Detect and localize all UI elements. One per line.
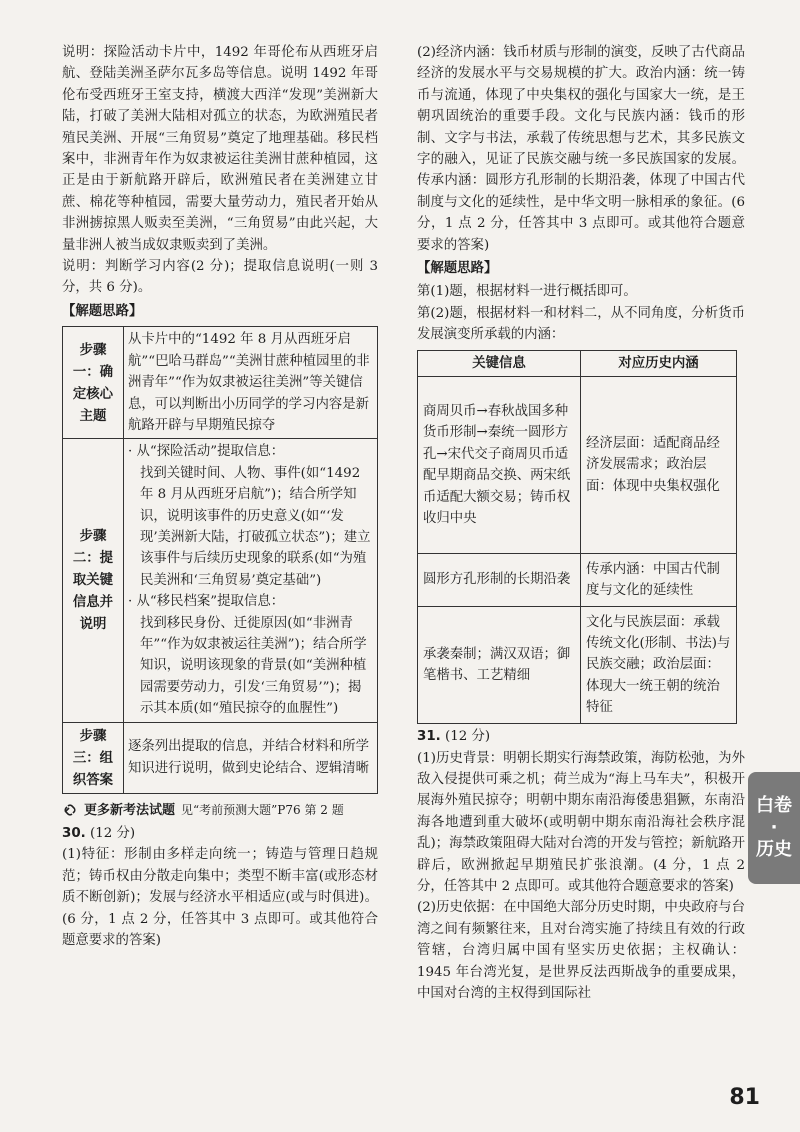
solution-step1: 第(1)题，根据材料一进行概括即可。 [417,284,637,300]
step-bullet-text: 找到移民身份、迁徙原因(如“非洲青年”“作为奴隶被运往美洲”)；结合所学知识，说明该现象的背景(如“美洲种植园需要劳动力，引发‘三角贸易’”)；揭示其本质(如“殖民掠夺的血腥性”) [140,615,367,717]
left-column [62,42,378,951]
table-row [63,439,378,722]
solution-approach-heading-left: 【解题思路】 [62,302,143,319]
q30-answer-part2: (2)经济内涵：钱币材质与形制的演变，反映了古代商品经济的发展水平与交易规模的扩大。政治内涵：统一铸币与流通，体现了中央集权的强化与国家大一统，是王朝巩固统治的重要手段。文化与民族内涵：钱币的形制、文字与书法，承载了传统思想与艺术，其多民族文字的融入，见证了民族交融与统一多民族国家的发展。传承内涵：圆形方孔形制的长期沿袭，体现了中国古代制度与文化的延续性，是中华文明一脉相承的象征。(6 分，1 点 2 分，任答其中 3 点即可。或其他符合题意要求的答案) [417,45,745,253]
section-side-tab [748,772,800,884]
q29-explanation-paragraph: 说明：探险活动卡片中，1492 年哥伦布从西班牙启航、登陆美洲圣萨尔瓦多岛等信息。说明 1492 年哥伦布受西班牙王室支持，横渡大西洋“发现”美洲新大陆，打破了美洲大陆相对孤立的状态，为欧洲殖民者殖民美洲、开展“三角贸易”奠定了地理基础。移民档案中，非洲青年作为奴隶被运往美洲甘蔗种植园，这正是由于新航路开辟后，欧洲殖民者在美洲建立甘蔗、棉花等种植园，需要大量劳动力，殖民者开始从非洲掳掠黑人贩卖至美洲，“三角贸易”由此兴起，大量非洲人被当成奴隶贩卖到了美洲。 [62,45,378,253]
right-column [417,42,745,1004]
link-icon [62,803,78,817]
side-tab-line2: 历史 [756,839,792,860]
step-bullet-text: 找到关键时间、人物、事件(如“1492 年 8 月从西班牙启航”)；结合所学知识，说明该事件的历史意义(如“‘发现’美洲新大陆，打破孤立状态”)；建立该事件与后续历史现象的联系(如“为殖民美洲和‘三角贸易’奠定基础”) [140,465,371,588]
step-label: 步骤一：确定核心主题 [63,327,124,439]
key-info-table [417,350,737,724]
table-row [63,722,378,793]
step-body: 从卡片中的“1492 年 8 月从西班牙启航”“巴哈马群岛”“美洲甘蔗种植园里的非洲青年”“作为奴隶被运往美洲”等关键信息，可以判断出小历同学的学习内容是新航路开辟与早期殖民掠夺 [124,327,378,439]
step-body: 逐条列出提取的信息，并结合材料和所学知识进行说明，做到史论结合、逻辑清晰 [124,722,378,793]
step-body [124,439,378,722]
table-cell: 文化与民族层面：承载传统文化(形制、书法)与民族交融；政治层面：体现大一统王朝的统治特征 [581,607,737,724]
step-bullet: · 从“探险活动”提取信息： [128,444,285,460]
column-header: 对应历史内涵 [581,350,737,376]
table-cell: 传承内涵：中国古代制度与文化的延续性 [581,554,737,607]
q31-answer-part1: (1)历史背景：明朝长期实行海禁政策，海防松弛，为外敌入侵提供可乘之机；荷兰成为“海上马车夫”，积极开展海外殖民掠夺；明朝中期东南沿海倭患猖獗，东南沿海各地遭到重大破坏(或明朝中期东南沿海社会秩序混乱)；海禁政策阻碍大陆对台湾的开发与管控；新航路开辟后，欧洲掀起早期殖民扩张浪潮。(4 分，1 点 2 分，任答其中 2 点即可。或其他符合题意要求的答案) [417,750,745,894]
question-number: 31. [417,729,441,745]
table-cell: 圆形方孔形制的长期沿袭 [418,554,581,607]
column-header: 关键信息 [418,350,581,376]
q30-header [62,823,378,844]
page-number: 81 [729,1085,760,1110]
more-tests-title: 更多新考法试题 [84,802,176,818]
question-score: (12 分) [90,826,136,841]
question-score: (12 分) [445,729,491,745]
q31-header [417,726,745,747]
table-cell: 经济层面：适配商品经济发展需求；政治层面：体现中央集权强化 [581,377,737,554]
more-tests-banner [62,800,378,821]
steps-table [62,326,378,793]
q30-answer-part1: (1)特征：形制由多样走向统一；铸造与管理日趋规范；铸币权由分散走向集中；类型不断丰富(或形态材质不断创新)；发展与经济水平相适应(或与时俱进)。(6 分，1 点 2 分，任答其中 3 点即可。或其他符合题意要求的答案) [62,847,378,949]
table-cell: 承袭秦制；满汉双语；御笔楷书、工艺精细 [418,607,581,724]
step-bullet: · 从“移民档案”提取信息： [128,594,285,610]
side-tab-dot: · [770,817,778,838]
table-header-row [418,350,737,376]
q31-answer-part2: (2)历史依据：在中国绝大部分历史时期，中央政府与台湾之间有频繁往来，且对台湾实施了持续且有效的行政管辖，台湾归属中国有坚实历史依据；主权确认：1945 年台湾光复，是世界反法西斯战争的重要成果，中国对台湾的主权得到国际社 [417,900,745,1001]
q29-scoring-note: 说明：判断学习内容(2 分)；提取信息说明(一则 3 分，共 6 分)。 [62,259,378,296]
solution-approach-heading-right: 【解题思路】 [417,260,498,277]
more-tests-reference: 见“考前预测大题”P76 第 2 题 [181,802,344,817]
table-row [418,607,737,724]
table-row [63,327,378,439]
step-label: 步骤二：提取关键信息并说明 [63,439,124,722]
step-label: 步骤三：组织答案 [63,722,124,793]
solution-step2: 第(2)题，根据材料一和材料二，从不同角度，分析货币发展演变所承载的内涵： [417,305,745,343]
table-cell: 商周贝币→春秋战国多种货币形制→秦统一圆形方孔→宋代交子商周贝币适配早期商品交换、两宋纸币适配大额交易；铸币权收归中央 [418,377,581,554]
table-row [418,377,737,554]
table-row [418,554,737,607]
question-number: 30. [62,826,86,841]
side-tab-line1: 白卷 [756,795,792,816]
